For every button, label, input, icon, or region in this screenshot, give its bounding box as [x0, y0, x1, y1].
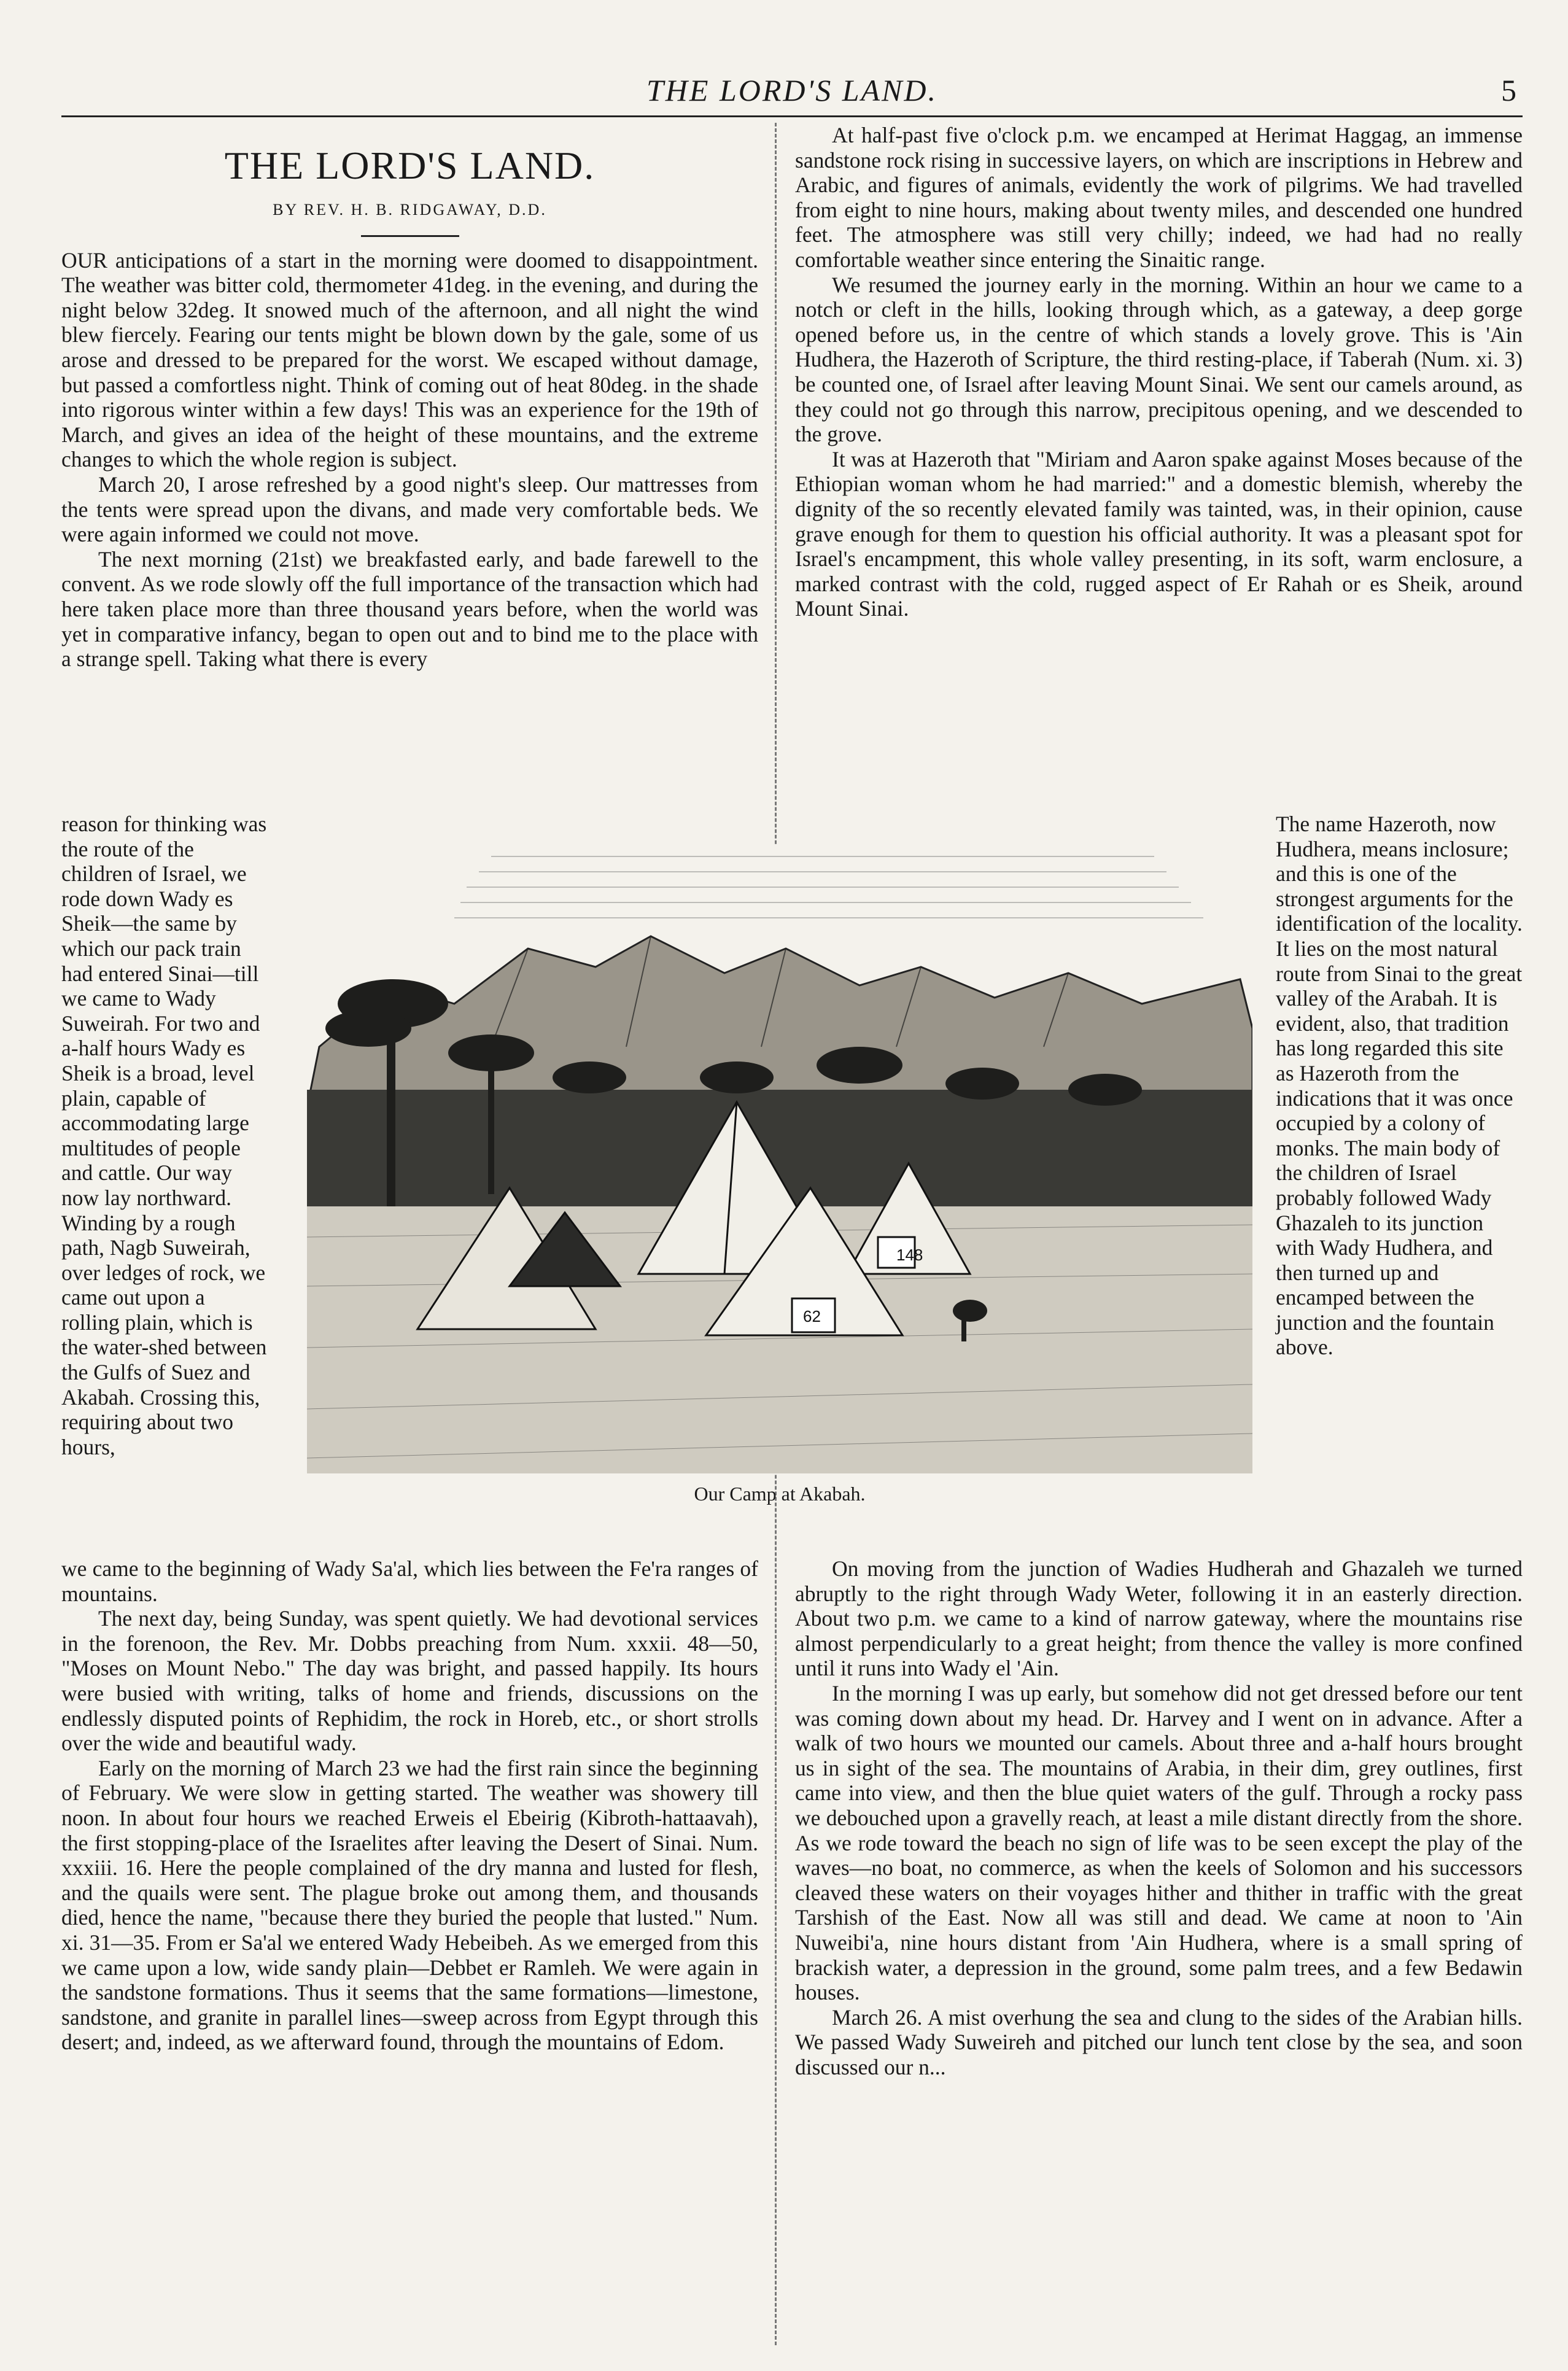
figure-caption: Our Camp at Akabah. [694, 1483, 866, 1505]
article-title: THE LORD'S LAND. [224, 144, 596, 187]
paragraph: The next day, being Sunday, was spent quietly. We had devotional services in the forenoon, the Rev. Mr. Dobbs preaching from Num. xxxii. 48—50, "Moses on Mount Nebo." The day was bright, and passed happily. Its hours were busied with writing, talks of home and friends, discussions on the endlessly disputed points of Rephidim, the rock in Horeb, etc., or short strolls over the wide and beautiful wady. [61, 1606, 758, 1756]
right-lower-column [795, 1556, 1523, 2079]
header-rule [61, 115, 1523, 117]
paragraph: We resumed the journey early in the morning. Within an hour we came to a notch or cleft in the hills, looking through which, as a gateway, a deep gorge opened before us, in the centre of which stands a lovely grove. This is 'Ain Hudhera, the Hazeroth of Scripture, the third resting-place, if Taberah (Num. xi. 3) be counted one, of Israel after leaving Mount Sinai. We sent our camels around, as they could not go through this narrow, precipitous opening, and we descended to the grove. [795, 272, 1523, 447]
tent-label-148: 148 [896, 1246, 923, 1264]
paragraph: March 26. A mist overhung the sea and clung to the sides of the Arabian hills. We passed Wady Suweireh and pitched our lunch tent close by the sea, and soon discussed our n... [795, 2004, 1523, 2079]
left-column [61, 141, 758, 672]
page-number: 5 [1501, 73, 1516, 107]
paragraph: The next morning (21st) we breakfasted early, and bade farewell to the convent. As we rode slowly off the full importance of the transaction which had here taken place more than three thousand years before, when the world was yet in comparative infancy, began to open out and to bind me to the place with a strange spell. Taking what there is every [61, 546, 758, 672]
tent-label-62: 62 [803, 1307, 821, 1325]
paragraph: Early on the morning of March 23 we had the first rain since the beginning of February. We were slow in getting started. The weather was showery till noon. In about four hours we reached Erweis el Ebeirig (Kibroth-hattaavah), the first stopping-place of the Israelites after leaving the Desert of Sinai. Num. xxxiii. 16. Here the people complained of the dry manna and lusted for flesh, and the quails were sent. The plague broke out among them, and thousands died, hence the name, "because there they buried the people that lusted." Num. xi. 31—35. From er Sa'al we entered Wady Hebeibeh. As we emerged from this we came upon a low, wide sandy plain—Debbet er Ramleh. We were again in the sandstone formations. Thus it seems that the same formations—limestone, sandstone, and granite in parallel lines—sweep across from Egypt through this desert; and, indeed, as we afterward found, through the mountains of Edom. [61, 1755, 758, 2055]
running-head [61, 72, 1523, 115]
paragraph: OUR anticipations of a start in the morning were doomed to disappointment. The weather was bitter cold, thermometer 41deg. in the evening, and during the night below 32deg. It snowed much of the afternoon, and all night the wind blew fiercely. Fearing our tents might be blown down by the gale, some of us arose and dressed to be prepared for the worst. We escaped without damage, but passed a comfortless night. Think of coming out of heat 80deg. in the shade into rigorous winter within a few days! This was an experience for the 19th of March, and gives an idea of the height of these mountains, and the extreme changes to which the whole region is subject. [61, 247, 758, 472]
article-byline: BY REV. H. B. RIDGAWAY, D.D. [273, 201, 547, 219]
running-title: THE LORD'S LAND. [646, 73, 938, 107]
paragraph: It was at Hazeroth that "Miriam and Aaron spake against Moses because of the Ethiopian woman whom he had married:" and a domestic blemish, whereby the dignity of the so recently elevated family was tainted, was, in their opinion, cause grave enough for them to question his official authority. It was a pleasant spot for Israel's encampment, this whole valley presenting, in its soft, warm enclosure, a marked contrast with the cold, rugged aspect of Er Rahah or es Sheik, around Mount Sinai. [795, 446, 1523, 621]
paragraph: In the morning I was up early, but somehow did not get dressed before our tent was coming down about my head. Dr. Harvey and I went on in advance. After a walk of two hours we mounted our camels. About three and a-half hours brought us in sight of the sea. The mountains of Arabia, in their dim, grey outlines, first came into view, and then the blue quiet waters of the gulf. Through a rocky pass we debouched upon a gravelly reach, at least a mile distant directly from the shore. As we rode toward the beach no sign of life was to be seen except the play of the waves—no boat, no commerce, as when the keels of Solomon and his successors cleaved these waters on their voyages hither and thither in traffic with the great Tarshish of the East. Now all was still and dead. We came at noon to 'Ain Nuweibi'a, nine hours distant from 'Ain Hudhera, where is a small spring of brackish water, a depression in the ground, some palm trees, and a few Bedawin houses. [795, 1680, 1523, 2005]
right-side-text: The name Hazeroth, now Hudhera, means inclosure; and this is one of the strongest arguments for the identification of the locality. It lies on the most natural route from Sinai to the great valley of the Arabah. It is evident, also, that tradition has long regarded this site as Hazeroth from the indications that it was once occupied by a colony of monks. The main body of the children of Israel probably followed Wady Ghazaleh to its junction with Wady Hudhera, and then turned up and encamped between the junction and the fountain above. [1276, 812, 1523, 1360]
right-column [795, 123, 1523, 621]
left-side-text: reason for thinking was the route of the children of Israel, we rode down Wady es Sheik—the same by which our pack train had entered Sinai—till we came to Wady Suweirah. For two and a-half hours Wady es Sheik is a broad, level plain, capable of accommodating large multitudes of people and cattle. Our way now lay northward. Winding by a rough path, Nagb Suweirah, over ledges of rock, we came out upon a rolling plain, which is the water-shed between the Gulfs of Suez and Akabah. Crossing this, requiring about two hours, [61, 812, 267, 1459]
camp-illustration [307, 844, 1252, 1505]
paragraph: On moving from the junction of Wadies Hudherah and Ghazaleh we turned abruptly to the right through Wady Weter, following it in an easterly direction. About two p.m. we came to a kind of narrow gateway, where the mountains rise almost perpendicularly to a great height; from thence the valley is more confined until it runs into Wady el 'Ain. [795, 1556, 1523, 1681]
paragraph: March 20, I arose refreshed by a good night's sleep. Our mattresses from the tents were spread upon the divans, and made very comfortable beds. We were again informed we could not move. [61, 471, 758, 547]
left-lower-column [61, 1556, 758, 2055]
paragraph: At half-past five o'clock p.m. we encamped at Herimat Haggag, an immense sandstone rock rising in successive layers, on which are inscriptions in Hebrew and Arabic, and figures of animals, evidently the work of pilgrims. We had travelled from eight to nine hours, making about twenty miles, and descended one hundred feet. The atmosphere was still very chilly; indeed, we had had no really comfortable weather since entering the Sinaitic range. [795, 123, 1523, 272]
title-rule [361, 235, 459, 237]
paragraph: we came to the beginning of Wady Sa'al, which lies between the Fe'ra ranges of mountains. [61, 1556, 758, 1606]
engraving [307, 844, 1252, 1473]
